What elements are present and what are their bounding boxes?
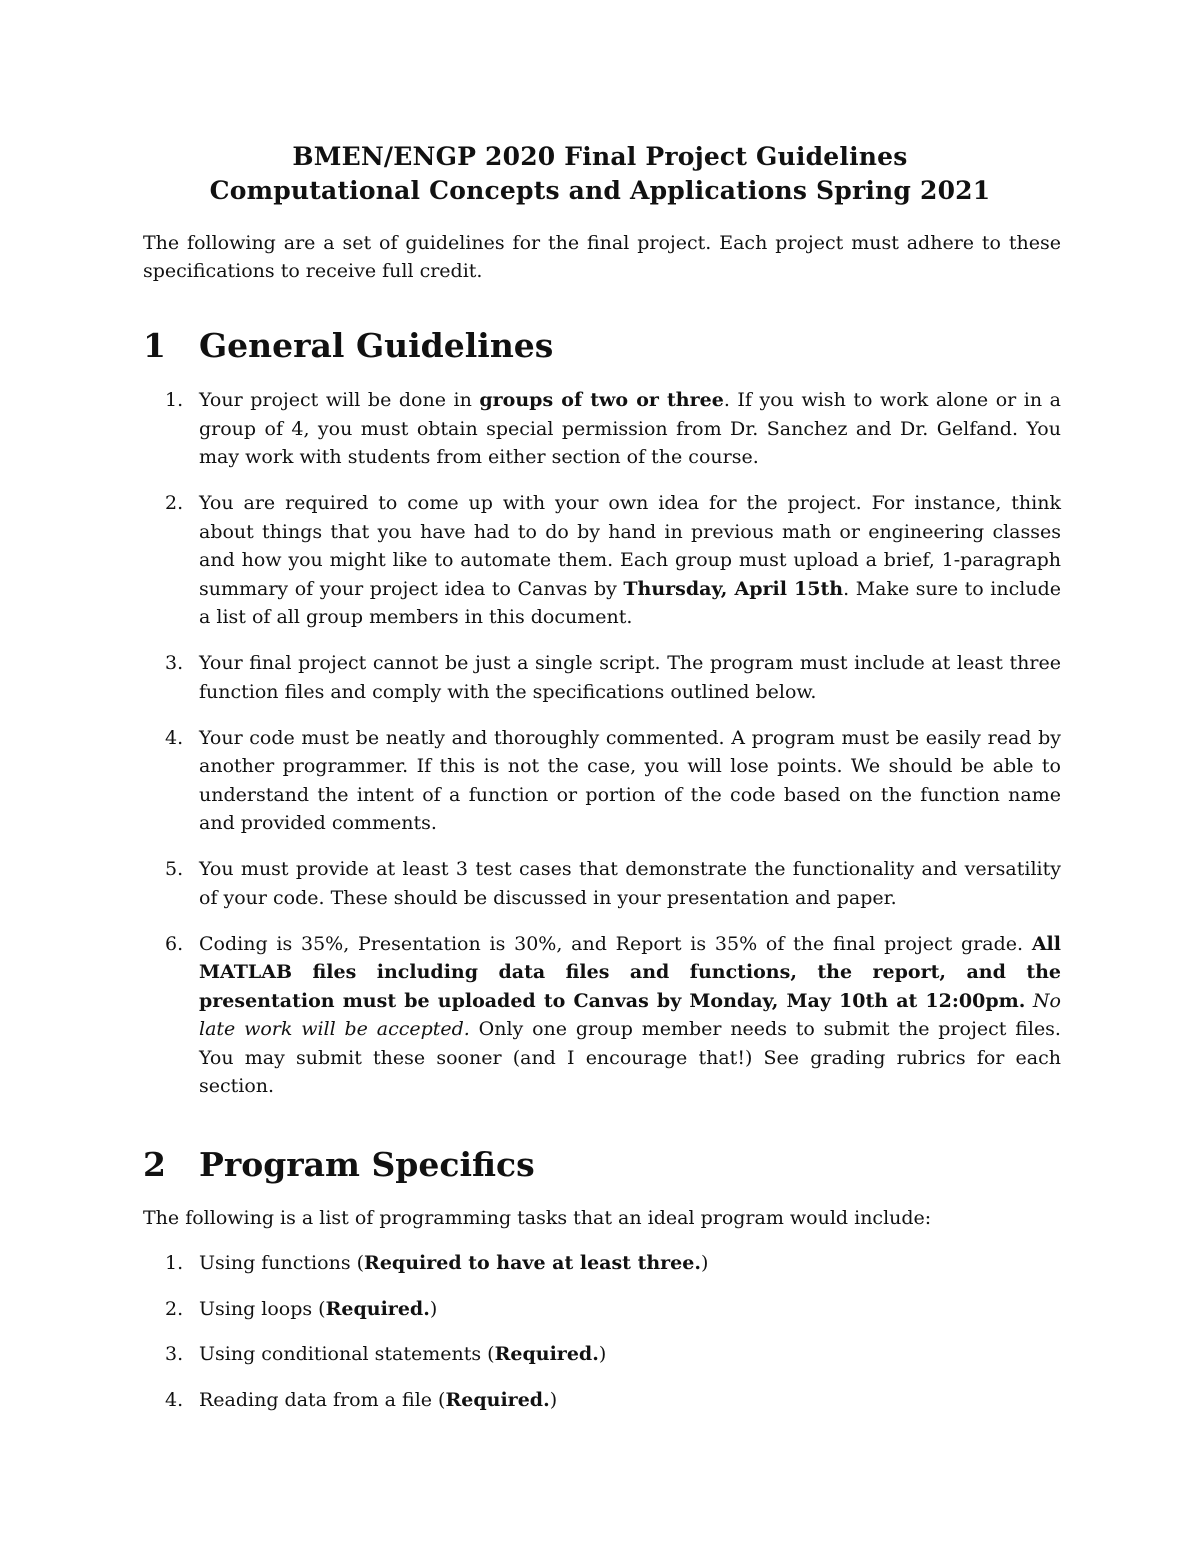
- list-item: 3. Using conditional statements (Required.): [165, 1343, 607, 1365]
- section-1-number: 1: [143, 326, 166, 365]
- title-line-1: BMEN/ENGP 2020 Final Project Guidelines: [292, 142, 908, 171]
- title-line-2: Computational Concepts and Applications Spring 2021: [209, 176, 991, 205]
- general-guidelines-list: [143, 386, 1061, 1118]
- section-2-intro: The following is a list of programming tasks that an ideal program would include:: [143, 1207, 932, 1229]
- program-specifics-list: [143, 1249, 1061, 1431]
- section-2-number: 2: [143, 1145, 166, 1184]
- list-item: 6. Coding is 35%, Presentation is 30%, and Report is 35% of the final project grade. All MATLAB files including data files and functions, the report, and the presentation must be uploaded to Canvas by Monday, May 10th at 12:00pm. No late work will be accepted. Only one group member needs to submit the project files. You may submit these sooner (and I encourage that!) See grading rubrics for each section.: [165, 932, 1061, 1097]
- section-1-title: General Guidelines: [199, 326, 554, 365]
- list-item: 2. You are required to come up with your own idea for the project. For instance, think about things that you have had to do by hand in previous math or engineering classes and how you might like to automate them. Each group must upload a brief, 1-paragraph summary of your project idea to Canvas by Thursday, April 15th. Make sure to include a list of all group members in this document.: [165, 492, 1061, 628]
- section-2-heading: [143, 1145, 535, 1185]
- section-1-heading: [143, 326, 553, 366]
- list-item: 4. Your code must be neatly and thoroughly commented. A program must be easily read by another programmer. If this is not the case, you will lose points. We should be able to understand the intent of a function or portion of the code based on the function name and provided comments.: [165, 726, 1061, 834]
- list-item: 2. Using loops (Required.): [165, 1297, 438, 1320]
- list-item: 4. Reading data from a file (Required.): [165, 1388, 558, 1411]
- document-title: [0, 140, 1200, 208]
- list-item: 1. Your project will be done in groups of two or three. If you wish to work alone or in a group of 4, you must obtain special permission from Dr. Sanchez and Dr. Gelfand. You may work with students from either section of the course.: [165, 389, 1062, 468]
- section-2-title: Program Specifics: [199, 1145, 535, 1184]
- list-item: 1. Using functions (Required to have at least three.): [165, 1252, 709, 1274]
- intro-paragraph: The following are a set of guidelines for the final project. Each project must adhere to these specifications to receive full credit.: [143, 232, 1061, 282]
- list-item: 3. Your final project cannot be just a single script. The program must include at least three function files and comply with the specifications outlined below.: [165, 652, 1061, 703]
- list-item: 5. You must provide at least 3 test cases that demonstrate the functionality and versatility of your code. These should be discussed in your presentation and paper.: [165, 858, 1061, 909]
